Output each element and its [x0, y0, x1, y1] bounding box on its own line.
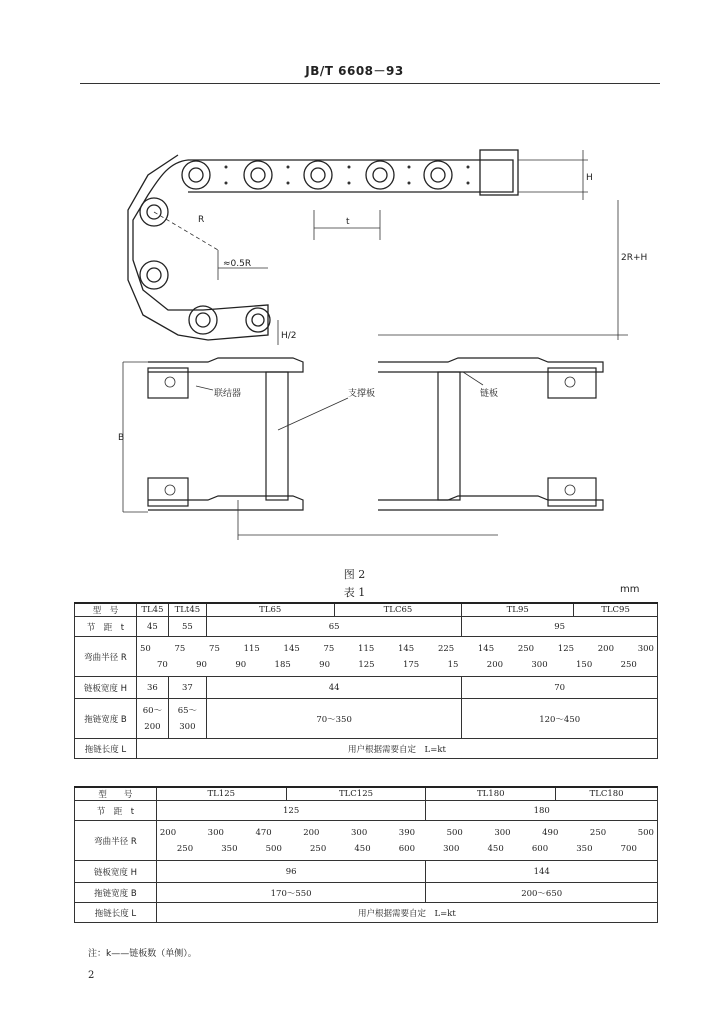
- spec-table-1: 型 号 TL45 TLt45 TL65 TLC65 TL95 TLC95 节 距 t 45 55 65 95 弯曲半径 R 50 75 75 115 145 75 115 145 225 145 250 125 200 300 70 90 90 185 90 125 175 15 200 300 150 250 链板宽度 H 36 37 44 70 拖链宽度 B 60～ 200 65～ 300 70～350 120～450 拖链长度 L 用户根据需要自定 L=kt: [74, 602, 658, 759]
- header-rule: [80, 83, 660, 84]
- link-pin: [304, 161, 332, 189]
- model-cell: TL125: [156, 787, 286, 801]
- drag-chain-drawing: [118, 140, 648, 550]
- label-support-plate: 支撑板: [348, 389, 376, 399]
- row-label-radius: 弯曲半径 R: [75, 821, 157, 861]
- spec-table-2: 型 号 TL125 TLC125 TL180 TLC180 节 距 t 125 180 弯曲半径 R 200 300 470 200 300 390 500 300 490 250 500 250 350 500 250 450 600 300 450 600 350 700 链板宽度 H 96 144 拖链宽度 B 170～550 200～650 拖链长度 L 用户根据需要自定 L=kt: [74, 786, 658, 923]
- row-label-plate-width: 链板宽度 H: [75, 677, 137, 699]
- label-b: B: [118, 433, 125, 443]
- link-pin: [366, 161, 394, 189]
- figure-caption: 图 2: [343, 568, 366, 581]
- radius-values: 50 75 75 115 145 75 115 145 225 145 250 125 200 300 70 90 90 185 90 125 175 15 200 300 150 250: [136, 637, 657, 677]
- row-label-chain-width: 拖链宽度 B: [75, 883, 157, 903]
- row-label-pitch: 节 距 t: [75, 801, 157, 821]
- label-t: t: [346, 217, 350, 227]
- label-h-half: H/2: [281, 331, 297, 341]
- table-note: 注：k——链板数（单侧）。: [88, 949, 197, 959]
- label-r: R: [198, 215, 205, 225]
- model-cell: TL65: [206, 603, 334, 617]
- row-label-chain-length: 拖链长度 L: [75, 903, 157, 923]
- model-cell: TL180: [426, 787, 556, 801]
- link-pin: [246, 308, 270, 332]
- label-h: H: [586, 173, 593, 183]
- radius-values: 200 300 470 200 300 390 500 300 490 250 500 250 350 500 250 450 600 300 450 600 350 700: [156, 821, 657, 861]
- model-cell: TLt45: [168, 603, 206, 617]
- model-cell: TLC125: [286, 787, 426, 801]
- link-pin: [182, 161, 210, 189]
- link-pin: [244, 161, 272, 189]
- row-label-chain-length: 拖链长度 L: [75, 739, 137, 759]
- label-half-r: ≈0.5R: [223, 259, 252, 269]
- model-cell: TL95: [462, 603, 574, 617]
- model-cell: TLC180: [556, 787, 658, 801]
- link-pin: [424, 161, 452, 189]
- row-label-model: 型 号: [75, 603, 137, 617]
- label-chain-plate: 链板: [480, 389, 499, 399]
- page-number: 2: [88, 970, 95, 981]
- document-header: JB/T 6608－93: [305, 64, 404, 78]
- row-label-model: 型 号: [75, 787, 157, 801]
- row-label-chain-width: 拖链宽度 B: [75, 699, 137, 739]
- row-label-pitch: 节 距 t: [75, 617, 137, 637]
- row-label-plate-width: 链板宽度 H: [75, 861, 157, 883]
- link-pin: [140, 261, 168, 289]
- model-cell: TL45: [136, 603, 168, 617]
- model-cell: TLC95: [574, 603, 658, 617]
- unit-label: mm: [620, 584, 640, 595]
- label-connector: 联结器: [214, 389, 242, 399]
- model-cell: TLC65: [334, 603, 462, 617]
- label-2r-h: 2R+H: [621, 253, 648, 263]
- row-label-radius: 弯曲半径 R: [75, 637, 137, 677]
- table-title: 表 1: [343, 586, 366, 599]
